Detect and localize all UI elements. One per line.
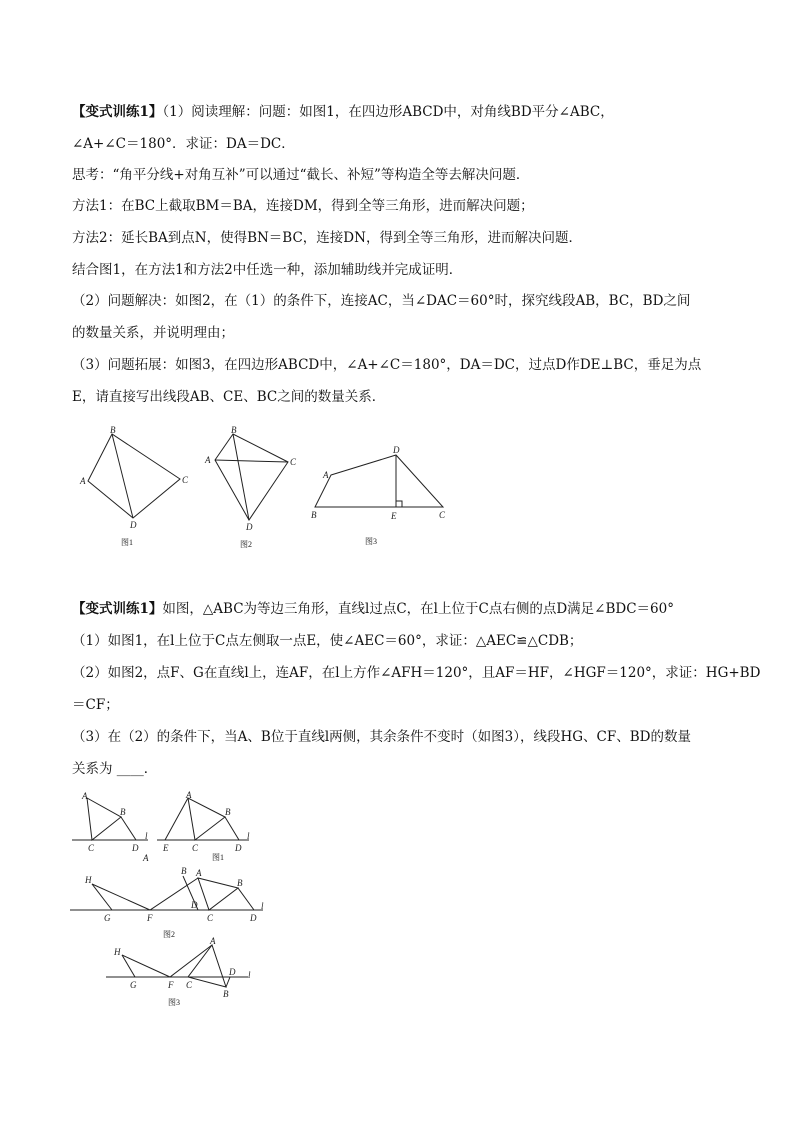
s1-line7: （2）问题解决：如图2，在（1）的条件下，连接AC，当∠DAC＝60°时，探究线段AB，BC，BD之间 bbox=[72, 293, 691, 309]
triangle-abc bbox=[198, 878, 238, 910]
label-c: C bbox=[439, 510, 446, 520]
s1-line1: 【变式训练1】（1）阅读理解：问题：如图1，在四边形ABCD中，对角线BD平分∠ABC， bbox=[72, 104, 614, 120]
label-l: l bbox=[145, 831, 148, 841]
figure-2-2 bbox=[68, 862, 273, 942]
label-e: E bbox=[163, 843, 169, 853]
label-b: B bbox=[120, 807, 126, 817]
s1-line9: （3）问题拓展：如图3，在四边形ABCD中，∠A+∠C＝180°，DA＝DC，过点D作DE⊥BC，垂足为点 bbox=[72, 357, 702, 373]
caption-fig2: 图2 bbox=[240, 540, 252, 549]
label-c: C bbox=[290, 457, 297, 467]
label-b: B bbox=[225, 807, 231, 817]
s2-line2: （1）如图1，在l上位于C点左侧取一点E，使∠AEC＝60°，求证：△AEC≌△CDB； bbox=[72, 633, 583, 649]
label-g: G bbox=[130, 980, 137, 990]
label-d: D bbox=[132, 843, 139, 853]
label-a: A bbox=[186, 790, 192, 800]
quad-abcd bbox=[315, 455, 443, 507]
label-b-upper: B bbox=[181, 866, 187, 876]
label-a: A bbox=[210, 936, 216, 946]
figure-2-b bbox=[155, 790, 255, 865]
label-d: D bbox=[130, 520, 137, 530]
segment-hf-fa bbox=[122, 945, 212, 977]
label-d: D bbox=[235, 843, 242, 853]
caption-fig1: 图1 bbox=[121, 538, 133, 547]
triangle-acb bbox=[188, 945, 226, 987]
label-e: E bbox=[391, 511, 397, 521]
label-d: D bbox=[229, 967, 236, 977]
right-angle-mark bbox=[396, 501, 402, 507]
s1-line10: E，请直接写出线段AB、CE、BC之间的数量关系． bbox=[72, 389, 386, 405]
segment-bd bbox=[226, 977, 230, 987]
quad-abcd bbox=[88, 434, 180, 518]
diagonal-bd bbox=[233, 434, 249, 520]
s2-line4: ＝CF； bbox=[72, 697, 119, 713]
caption-fig3: 图3 bbox=[168, 998, 180, 1007]
label-a: A bbox=[323, 470, 329, 480]
label-d: D bbox=[393, 445, 400, 455]
label-d: D bbox=[246, 522, 253, 532]
s1-line5: 方法2：延长BA到点N，使得BN＝BC，连接DN，得到全等三角形，进而解决问题． bbox=[72, 230, 582, 246]
s1-line4: 方法1：在BC上截取BM＝BA，连接DM，得到全等三角形，进而解决问题； bbox=[72, 198, 534, 214]
quad-abcd bbox=[215, 434, 288, 520]
segment-hg bbox=[92, 884, 112, 910]
label-b: B bbox=[223, 989, 229, 999]
label-f: F bbox=[168, 980, 174, 990]
figure-3 bbox=[305, 440, 455, 552]
caption-fig1: 图1 bbox=[212, 853, 224, 862]
caption-fig2: 图2 bbox=[163, 930, 175, 939]
label-l: l bbox=[247, 831, 250, 841]
s1-heading: 【变式训练1】 bbox=[72, 104, 163, 120]
figure-2-a bbox=[70, 790, 155, 865]
label-g: G bbox=[104, 913, 111, 923]
diagonal-bd bbox=[112, 434, 133, 518]
s2-line1: 【变式训练1】如图，△ABC为等边三角形，直线l过点C，在l上位于C点右侧的点D满足∠BDC＝60° bbox=[72, 601, 674, 617]
figure-2-3 bbox=[102, 935, 262, 1010]
s1-line3: 思考：“角平分线+对角互补”可以通过“截长、补短”等构造全等去解决问题． bbox=[72, 167, 530, 183]
label-b: B bbox=[110, 425, 116, 435]
segment-bd bbox=[238, 888, 254, 910]
label-a-stray: A bbox=[143, 853, 149, 863]
s1-line8: 的数量关系，并说明理由； bbox=[72, 325, 234, 341]
label-c: C bbox=[88, 843, 95, 853]
s1-line2: ∠A+∠C＝180°．求证：DA＝DC． bbox=[72, 136, 295, 152]
label-f: F bbox=[147, 913, 153, 923]
s2-line5: （3）在（2）的条件下，当A、B位于直线l两侧，其余条件不变时（如图3），线段HG、CF、BD的数量 bbox=[72, 729, 692, 745]
label-a: A bbox=[82, 791, 88, 801]
label-a: A bbox=[205, 455, 211, 465]
caption-fig3: 图3 bbox=[365, 537, 377, 546]
label-h: H bbox=[85, 875, 92, 885]
label-h: H bbox=[114, 947, 121, 957]
label-b: B bbox=[237, 878, 243, 888]
label-b: B bbox=[231, 425, 237, 435]
label-l: l bbox=[261, 901, 264, 911]
s2-line6: 关系为 ____． bbox=[72, 761, 158, 777]
label-b: B bbox=[311, 510, 317, 520]
diagonal-ac bbox=[215, 460, 288, 462]
label-c: C bbox=[186, 980, 193, 990]
segment-ae bbox=[165, 798, 188, 840]
label-c: C bbox=[182, 475, 189, 485]
label-d: D bbox=[250, 913, 257, 923]
label-c: C bbox=[192, 843, 199, 853]
segment-bd bbox=[225, 817, 239, 840]
s1-line6: 结合图1，在方法1和方法2中任选一种，添加辅助线并完成证明． bbox=[72, 262, 463, 278]
segment-bd bbox=[121, 817, 136, 840]
triangle-abc bbox=[87, 798, 121, 840]
s2-line3: （2）如图2，点F、G在直线l上，连AF，在l上方作∠AFH＝120°，且AF＝HF，∠HGF＝120°，求证：HG+BD bbox=[72, 665, 761, 681]
label-c: C bbox=[207, 913, 214, 923]
triangle-abc bbox=[188, 798, 225, 840]
figure-2 bbox=[200, 422, 310, 552]
figure-1 bbox=[78, 422, 193, 552]
label-d-upper: D bbox=[191, 900, 198, 910]
label-a: A bbox=[80, 476, 86, 486]
s2-heading: 【变式训练1】 bbox=[72, 601, 163, 617]
label-a: A bbox=[196, 868, 202, 878]
label-l: l bbox=[248, 970, 251, 980]
